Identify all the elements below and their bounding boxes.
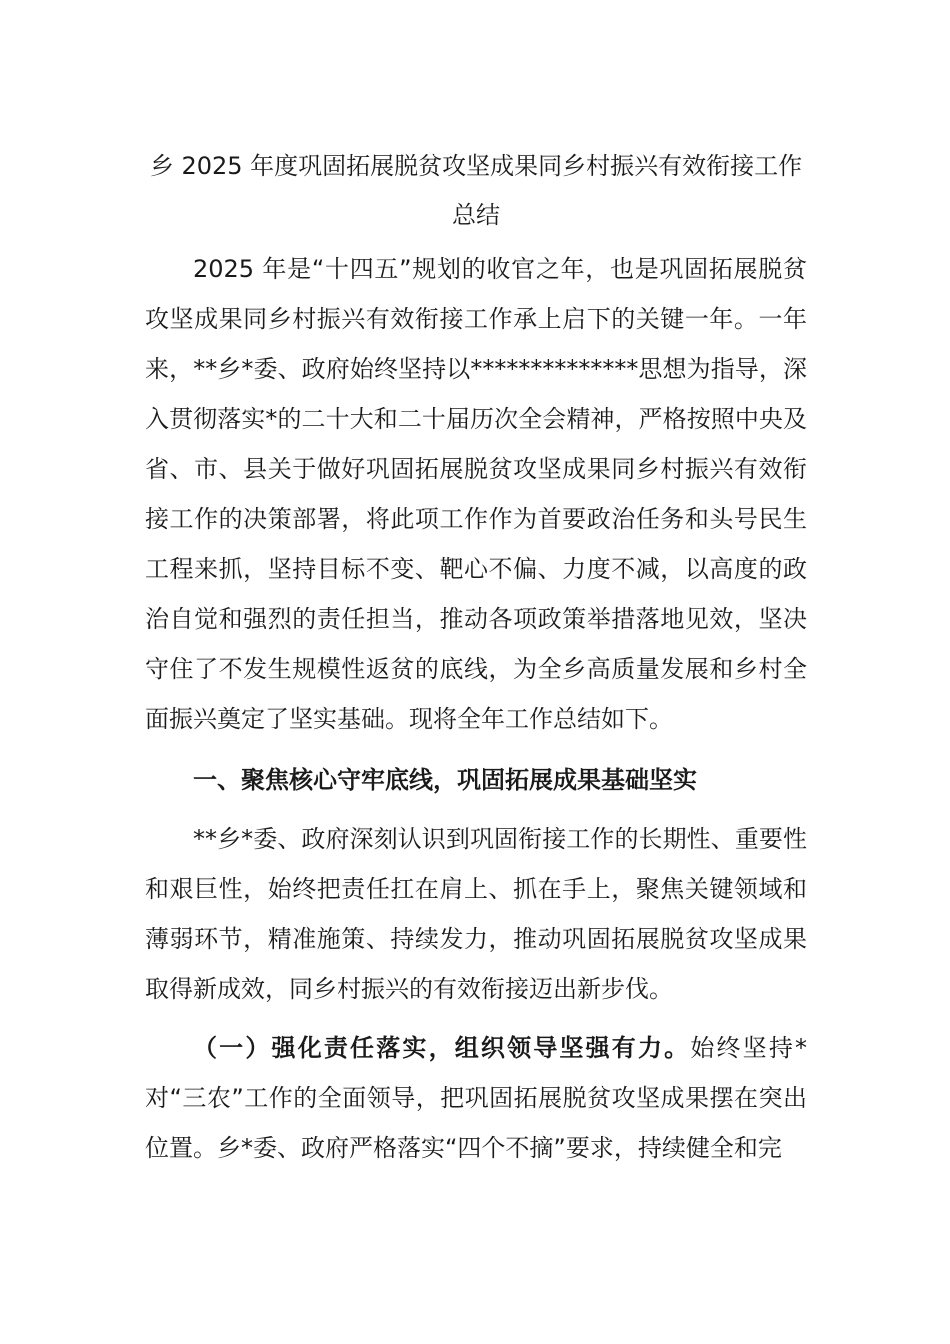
intro-paragraph: 2025 年是“十四五”规划的收官之年，也是巩固拓展脱贫攻坚成果同乡村振兴有效衔接工作承上启下的关键一年。一年来，**乡*委、政府始终坚持以**************思想为指导，深入贯彻落实*的二十大和二十届历次全会精神，严格按照中央及省、市、县关于做好巩固拓展脱贫攻坚成果同乡村振兴有效衔接工作的决策部署，将此项工作作为首要政治任务和头号民生工程来抓，坚持目标不变、靶心不偏、力度不减，以高度的政治自觉和强烈的责任担当，推动各项政策举措落地见效，坚决守住了不发生规模性返贫的底线，为全乡高质量发展和乡村全面振兴奠定了坚实基础。现将全年工作总结如下。 (145, 255, 807, 733)
subsection-1-paragraph (145, 1023, 807, 1173)
document-body (145, 142, 807, 1173)
document-title: 乡 2025 年度巩固拓展脱贫攻坚成果同乡村振兴有效衔接工作总结 (149, 152, 803, 229)
subsection-1-lead: （一）强化责任落实，组织领导坚强有力。 (193, 1034, 691, 1062)
section-heading-1: 一、聚焦核心守牢底线，巩固拓展成果基础坚实 (193, 766, 697, 794)
section-1-paragraph: **乡*委、政府深刻认识到巩固衔接工作的长期性、重要性和艰巨性，始终把责任扛在肩上、抓在手上，聚焦关键领域和薄弱环节，精准施策、持续发力，推动巩固拓展脱贫攻坚成果取得新成效，同乡村振兴的有效衔接迈出新步伐。 (145, 825, 807, 1003)
subsection-1-text: 始终坚持*对“三农”工作的全面领导，把巩固拓展脱贫攻坚成果摆在突出位置。乡*委、政府严格落实“四个不摘”要求，持续健全和完 (145, 1034, 808, 1162)
